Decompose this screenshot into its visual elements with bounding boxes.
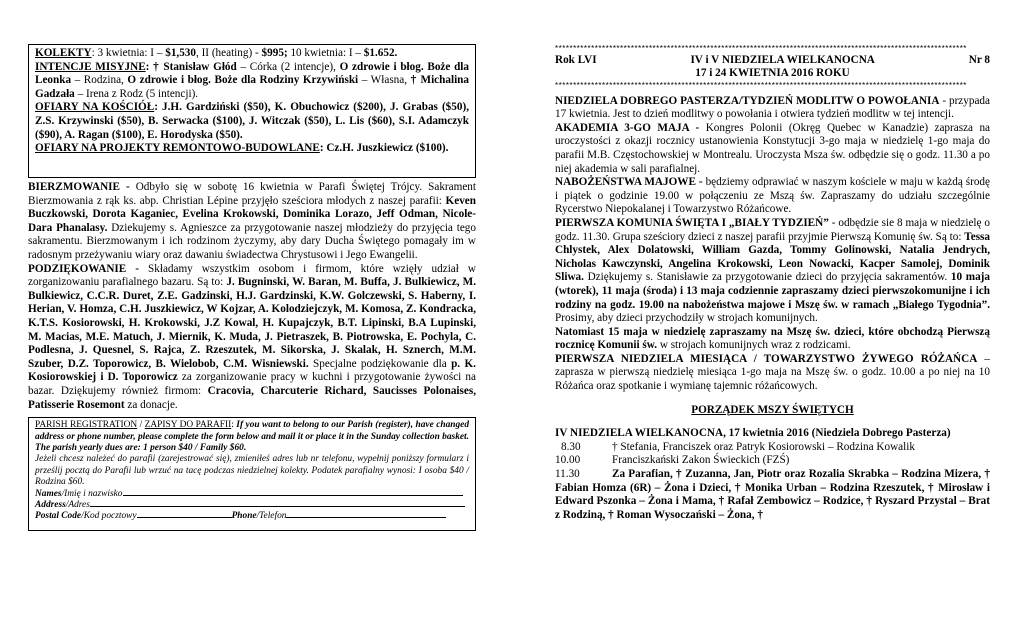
- bierzmowanie-names: Keven Buczkowski, Dorota Kaganiec, Evelina Krokowski, Dominika Lorazo, Jeff Odman, Nicole-Dara Phanalasy.: [28, 194, 476, 234]
- mass-list: [555, 441, 990, 523]
- kolekty-text-3: 10 kwietnia: I –: [287, 47, 364, 59]
- names-line[interactable]: [123, 495, 463, 496]
- natomiast-text: w strojach komunijnych wraz z rodzicami.: [657, 339, 851, 352]
- year-label: Rok LVI: [555, 54, 597, 66]
- natomiast-paragraph: [555, 326, 990, 353]
- podziekowanie-names-2: p. K. Kosiorowskiej i D. Toporowicz: [28, 357, 476, 384]
- registration-colon: :: [231, 420, 237, 431]
- address-field[interactable]: [35, 500, 469, 511]
- registration-form: [28, 417, 476, 531]
- podziekowanie-paragraph: [28, 263, 476, 413]
- komunia-bold-1: 10 maja (wtorek), 11 maja (środa) i 13 maja codziennie zapraszamy dzieci pierwszokomunijne i ich rodziny na godz. 19.00 na nabożeństwa majowe i Mszę św. w ramach „Białego Tygodnia”.: [555, 271, 990, 311]
- intencje-text-3: – Rodzina,: [71, 74, 128, 87]
- nabozenstwa-label: NABOŻEŃSTWA MAJOWE -: [555, 176, 703, 189]
- mass-intention: Franciszkański Zakon Świeckich (FZŚ): [612, 454, 790, 467]
- komunia-text-3: Prosimy, aby dzieci przychodziły w strojach komunijnych.: [555, 312, 818, 325]
- mass-row: [555, 454, 990, 468]
- sunday-heading: IV NIEDZIELA WIELKANOCNA, 17 kwietnia 2016 (Niedziela Dobrego Pasterza): [555, 427, 951, 440]
- names-label: Names: [35, 488, 62, 499]
- ofiary-kosciol-label: OFIARY NA KOŚCIÓŁ: [35, 101, 155, 114]
- postal-label: Postal Code: [35, 511, 82, 522]
- bierzmowanie-text-2: Dziekujemy s. Agnieszce za przygotowanie naszej młodzieży do przyjęcia tego sakramentu. Bierzmowanym i ich rodzinom życzymy, aby dary Ducha Świętego pomagały im w radosnym przeżywaniu wiary oraz dawaniu świadectwa Chrystusowi i Jego Ewangelii.: [28, 221, 476, 261]
- ofiary-kosciol-paragraph: [35, 101, 469, 142]
- intencje-name-1: : † Stanisław Głód: [145, 60, 237, 73]
- intencje-text-5: – Irena z Rodz (5 intencji).: [74, 87, 199, 100]
- kolekty-paragraph: [35, 47, 469, 61]
- phone-label: Phone: [231, 511, 257, 522]
- podziekowanie-text-2: Specjalne podziękowanie dla: [308, 357, 452, 370]
- bulletin-header: [555, 54, 990, 67]
- ofiary-kosciol-text: : J.H. Gardziński ($50), K. Obuchowicz ($200), J. Grabas ($50), Z.S. Krzywinski ($50), B. Serwacka ($100), J. Witczak ($50), L. Lis ($60), S.I. Adamczyk ($90), A. Ragan ($100), E. Horodyska ($50).: [35, 101, 469, 141]
- komunia-text-2: Dziękujemy s. Stanisławie za przygotowanie dzieci do przyjęcia sakramentów.: [583, 271, 951, 284]
- ofiary-projekty-paragraph: [35, 142, 469, 156]
- postal-phone-field[interactable]: [35, 511, 469, 522]
- address-label-pl: /Adres: [65, 499, 90, 510]
- pierwsza-niedziela-label: PIERWSZA NIEDZIELA MIESIĄCA / TOWARZYSTWO ŻYWEGO RÓŻAŃCA: [555, 352, 978, 365]
- podziekowanie-firms: Cracovia, Charcuterie Richard, Saucisses Polonaises, Patisserie Rosemont: [28, 384, 476, 411]
- podziekowanie-names: J. Bugninski, W. Baran, M. Buffa, J. Bulkiewicz, M. Bulkiewicz, C.C.R. Duret, Z.E. Gadzinski, H.J. Gardzinski, K.W. Golczewski, S. Haberny, I. Herian, V. Homza, C.H. Juszkiewicz, W Kojzar, A. Kolodziejczyk, M. Komosa, Z. Kondracka, K.T.S. Kosiorowski, H. Krokowski, J.Z Kowal, H. Kupajczyk, B.T. Lipinski, B.A Lupinski, M. Macias, M.E. Matuch, J. Miernik, K. Muda, J. Pietraszek, B. Piotrowska, E. Pochyla, C. Podlesna, J. Quesnel, S. Rajca, Z. Rzeszutek, M. Sikorska, J. Skalak, H. Sznerch, M.M. Szuber, D.Z. Toporowicz, B. Wielobob, C.M. Wisniewski.: [28, 276, 476, 370]
- pierwsza-niedziela-paragraph: [555, 353, 990, 394]
- registration-title: PARISH REGISTRATION: [35, 420, 138, 431]
- intencje-text-4: – Własna,: [358, 74, 411, 87]
- intencje-bold-1: O zdrowie i błog. Boże dla Leonka: [35, 60, 470, 87]
- kolekty-text-2: , II (heating) -: [195, 47, 262, 59]
- kolekty-value-2: $995;: [261, 47, 288, 59]
- akademia-label: AKADEMIA 3-GO MAJA -: [555, 121, 700, 134]
- komunia-label: PIERWSZA KOMUNIA ŚWIĘTA I „BIAŁY TYDZIEŃ”: [555, 216, 829, 229]
- bierzmowanie-text-1: Odbyło się w sobotę 16 kwietnia w Parafi Świętej Trójcy. Sakrament Bierzmowania z rąk ks. abp. Christian Lépine przyjęło sześciora młodych z naszej parafii:: [28, 181, 476, 207]
- mass-time: 10.00: [555, 454, 581, 467]
- mass-schedule-heading: PORZĄDEK MSZY ŚWIĘTYCH: [691, 403, 854, 416]
- names-field[interactable]: [35, 489, 469, 500]
- right-column: [555, 44, 990, 522]
- kolekty-value-3: $1.652.: [363, 47, 398, 59]
- niedziela-paragraph: [555, 95, 990, 122]
- stars-divider-top: ******************************************************************************************************************: [555, 44, 967, 53]
- kolekty-label: KOLEKTY: [35, 47, 92, 59]
- mass-time: 11.30: [555, 468, 580, 481]
- intencje-bold-3: † Michalina Gadzała: [35, 74, 469, 100]
- names-label-pl: /Imię i nazwisko: [61, 488, 123, 499]
- niedziela-label: NIEDZIELA DOBREGO PASTERZA/TYDZIEŃ MODLITW O POWOŁANIA: [555, 94, 940, 107]
- podziekowanie-label: PODZIĘKOWANIE -: [28, 262, 139, 275]
- intencje-label: INTENCJE MISYJNE: [35, 60, 146, 73]
- registration-intro: [35, 420, 469, 454]
- ofiary-projekty-label: OFIARY NA PROJEKTY REMONTOWO-BUDOWLANE: [35, 142, 320, 155]
- left-column: [28, 44, 476, 531]
- mass-row: [555, 468, 990, 522]
- mass-row: [555, 441, 990, 455]
- nabozenstwa-text: będziemy odprawiać w naszym kościele w maju w każdą środę i piątek o godzinie 19.00 w połączeniu ze Mszą św. Zapraszamy do udziału szczególnie Rycerstwo Niepokalanej i Towarzystwo Różańcowe.: [555, 176, 990, 216]
- komunia-text-1: - odbędzie sie 8 maja w niedzielę o godz. 11.30. Grupa sześciory dzieci z naszej parafii przyjmie Pierwszą Komunię św. Są to:: [555, 216, 990, 243]
- ofiary-projekty-text: : Cz.H. Juszkiewicz ($100).: [319, 142, 449, 155]
- mass-time: 8.30: [561, 440, 581, 453]
- announcements-box: [28, 44, 476, 178]
- komunia-paragraph: [555, 217, 990, 326]
- address-line[interactable]: [90, 506, 465, 507]
- intencje-bold-2: O zdrowie i błog. Boże dla Rodziny Krzywiński: [127, 74, 359, 87]
- intencje-paragraph: [35, 61, 469, 102]
- bierzmowanie-paragraph: [28, 181, 476, 263]
- bierzmowanie-label: BIERZMOWANIE -: [28, 181, 130, 193]
- natomiast-bold: Natomiast 15 maja w niedzielę zapraszamy na Mszę św. dzieci, które obchodzą Pierwszą rocznicę Komunii św.: [555, 325, 990, 352]
- podziekowanie-text-4: za donacje.: [124, 398, 178, 411]
- podziekowanie-text-1: Składamy wszystkim osobom i firmom, które wzięły udział w zorganizowaniu parafialnego bazaru. Są to:: [28, 262, 476, 289]
- registration-text-pl: Jeżeli chcesz należeć do parafii (zarejestrować się), zmieniłeś adres lub nr telefonu, wypełnij poniższy formularz i prześlij pocztą do Parafii lub wrzuć na tacę podczas niedzielnej kolekty. Podatek parafialny wynosi: I osoba $40 / Rodzina $60.: [35, 454, 469, 488]
- stars-divider-bottom: ******************************************************************************************************************: [555, 80, 967, 90]
- mass-intention: Za Parafian, † Zuzanna, Jan, Piotr oraz Rozalia Skrabka – Rodzina Mizera, † Fabian Homza (6R) – Żona i Dzieci, † Monika Urban – Rodzina Rzeszutek, † Mirosław i Edward Pszonka – Żona i Mama, † Rafał Zembowicz – Rodzice, † Ryszard Przystal – Brat z Rodziną, † Roman Wysoczański – Żona, †: [555, 468, 990, 521]
- podziekowanie-text-3: za zorganizowanie pracy w kuchni i przygotowanie żywości na bazar. Dziękujemy również firmom:: [28, 371, 476, 397]
- pierwsza-niedziela-text: – zaprasza w pierwszą niedzielę miesiąca 1-go maja na Mszę św. o godz. 10.00 a po niej na 10 Różańca oraz spotkanie i wymianę tajemnic różańcowych.: [555, 352, 991, 393]
- nabozenstwa-paragraph: [555, 176, 990, 217]
- bulletin-date: 17 i 24 KWIETNIA 2016 ROKU: [695, 67, 850, 79]
- postal-line[interactable]: [137, 517, 232, 518]
- registration-sep: /: [137, 420, 145, 431]
- postal-label-pl: /Kod pocztowy: [81, 511, 137, 522]
- kolekty-text: : 3 kwietnia: I –: [91, 47, 166, 59]
- mass-intention: † Stefania, Franciszek oraz Patryk Kosiorowski – Rodzina Kowalik: [612, 440, 915, 453]
- akademia-text: Kongres Polonii (Okręg Quebec w Kanadzie) zaprasza na uroczystości z okazji rocznicy ustanowienia Konstytucji 3-go maja w niedzielę 1-go maja do parafii M.B. Częstochowskiej w Montrealu. Uroczysta Msza św. odbędzie się o godz. 11.30 a po niej akademia w sali parafialnej.: [555, 121, 991, 175]
- komunia-names: Tessa Chlystek, Alex Dolatowski, William Gazda, Tommy Golinowski, Natalia Jendrych, Nicholas Kawczynski, Angelina Krokowski, Leon Nowacki, Kacper Samolej, Dominik Sliwa.: [555, 230, 990, 284]
- phone-label-pl: /Telefon: [256, 511, 287, 522]
- bulletin-title: IV i V NIEDZIELA WIELKANOCNA: [690, 54, 875, 66]
- phone-line[interactable]: [286, 517, 446, 518]
- issue-number: Nr 8: [968, 54, 990, 66]
- address-label: Address: [35, 499, 66, 510]
- niedziela-text: - przypada 17 kwietnia. Jest to dzień modlitwy o powołania i otwiera tydzień modlitw w tej intencji.: [555, 94, 990, 121]
- kolekty-value-1: $1,530: [165, 47, 196, 59]
- registration-text-en: If you want to belong to our Parish (register), have changed address or phone number, please complete the form below and mail it or place it in the Sunday collection basket. The parish yearly dues are: 1 person $40 / Family $60.: [35, 420, 470, 453]
- intencje-text-2: – Córka (2 intencje),: [236, 60, 340, 73]
- akademia-paragraph: [555, 122, 990, 176]
- registration-title-pl: ZAPISY DO PARAFII: [144, 420, 232, 431]
